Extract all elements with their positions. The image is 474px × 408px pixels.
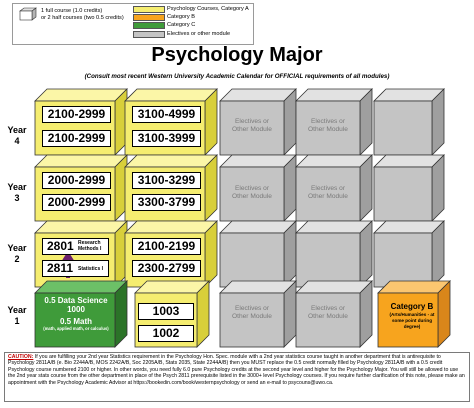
y2-course-code-2b: 2300-2799 — [132, 260, 201, 277]
year-4-label: Year 4 — [7, 125, 27, 146]
caution-text: If you are fulfilling your 2nd year Statistics requirement in the Psychology Hon. Spec. module with a 2nd year statistics course taught in another department that is antirequisite to Psychology 2811A/B (e. Bio 2244A/B, MOS 2242A/B, Soc 2205A/B, Stats 2035, State 2244A/B) then you MUST replace the 0.5 credit normally filled by Psychology 2811A/B with a 0.5 credit Psychology course numbered 2100 or higher. In other words, you need fully 6.0 pure Psychology credits at the second year level and higher for the Psychology Major. You will still be allowed to use the 2nd year stats course from the other department in place of the Psych 2811 prerequisite listed in the 3000+ level Psychology courses. If you require further clarification of this note, please make an appointment with the Psychology Academic Advisor at https://bookedin.com/book/westernpsychology or send an e-mail to psycouns@uwo.ca. — [8, 354, 465, 386]
y2-course-code-2a: 2100-2199 — [132, 238, 201, 255]
y1-data-science-label: 0.5 Data Science 1000 0.5 Math (math, applied math, or calculus) — [43, 296, 109, 331]
y2-elective-cube-1 — [220, 221, 296, 287]
y3-course-code-2a: 3100-3299 — [132, 172, 201, 189]
y2-course-code-1a: 2801 Research Methods I — [42, 238, 109, 255]
y1-category-b-label: Category B (Arts/Humanities - at some point during degree) — [389, 302, 435, 329]
y4-elective-2: Electives or Other Module — [308, 118, 348, 133]
page-title: Psychology Major — [151, 44, 323, 66]
y4-course-code-1a: 2100-2999 — [42, 106, 111, 123]
y4-elective-1: Electives or Other Module — [232, 118, 272, 133]
y4-course-code-1b: 2100-2999 — [42, 130, 111, 147]
y4-course-code-2a: 3100-4999 — [132, 106, 201, 123]
y4-elective-cube-3 — [374, 89, 444, 155]
y1-course-code-2a: 1003 — [138, 303, 194, 320]
y2-elective-cube-3 — [374, 221, 444, 287]
y2-course-code-1b: 2811 Statistics I — [42, 260, 109, 277]
caution-label: CAUTION: — [8, 354, 34, 360]
y3-elective-2: Electives or Other Module — [308, 185, 348, 200]
legend-category-c-label: Category C — [167, 22, 196, 28]
legend-electives-label: Electives or other module — [167, 31, 231, 37]
y1-elective-1: Electives or Other Module — [232, 305, 272, 320]
y1-course-code-2b: 1002 — [138, 325, 194, 342]
year-1-label: Year 1 — [7, 305, 27, 326]
y2-elective-cube-2 — [296, 221, 372, 287]
year-2-label: Year 2 — [7, 243, 27, 264]
legend-category-a-label: Psychology Courses, Category A — [167, 6, 249, 12]
legend-half-course-label: or 2 half courses (two 0.5 credits) — [41, 15, 124, 21]
year-3-label: Year 3 — [7, 182, 27, 203]
legend-category-b-label: Category B — [167, 14, 195, 20]
y3-course-code-2b: 3300-3799 — [132, 194, 201, 211]
y1-elective-2: Electives or Other Module — [308, 305, 348, 320]
y3-course-code-1a: 2000-2999 — [42, 172, 111, 189]
y3-course-code-1b: 2000-2999 — [42, 194, 111, 211]
y3-elective-1: Electives or Other Module — [232, 185, 272, 200]
legend-full-course-label: 1 full course (1.0 credits) — [41, 8, 103, 14]
caution-note — [4, 352, 470, 402]
y4-course-code-2b: 3100-3999 — [132, 130, 201, 147]
y3-elective-cube-3 — [374, 155, 444, 221]
page-subtitle: (Consult most recent Western University Academic Calendar for OFFICIAL requirements of all modules) — [84, 73, 390, 80]
